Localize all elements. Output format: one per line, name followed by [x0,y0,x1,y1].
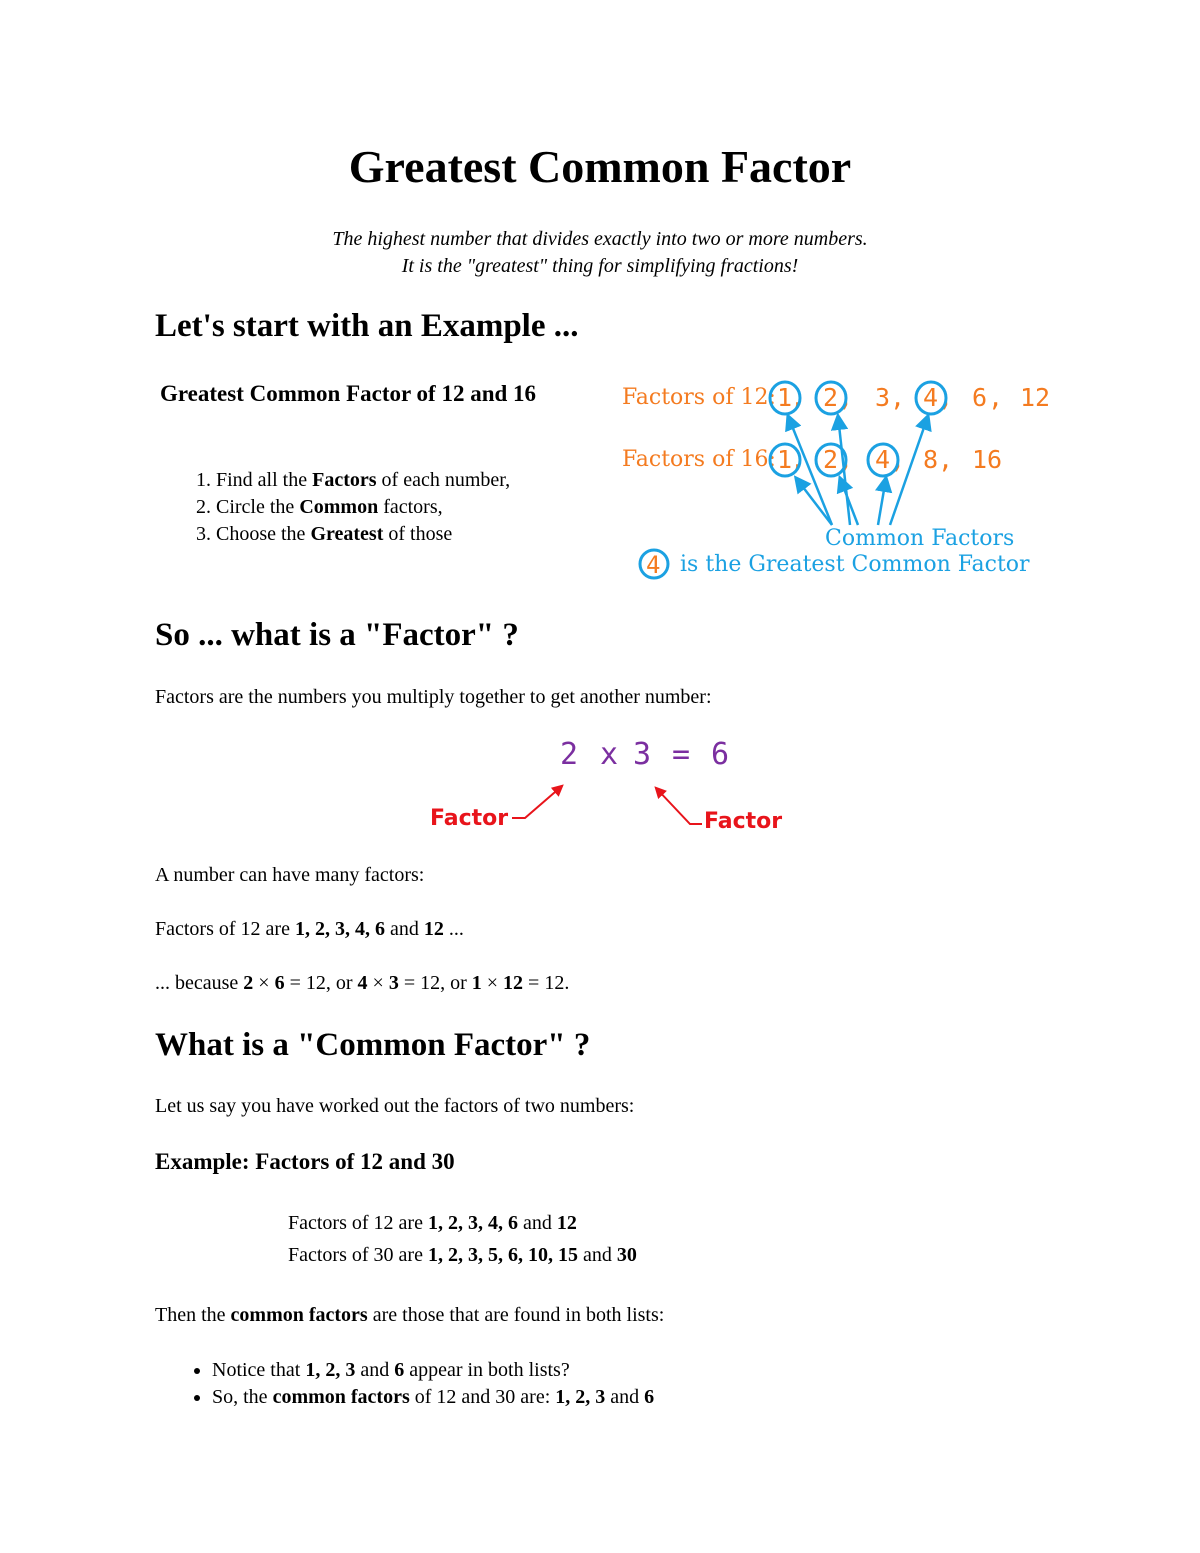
gcf-number: 4 [646,551,661,579]
steps-list [156,467,510,548]
separator-comma: , [790,445,806,474]
list-item: • Notice that 1, 2, 3 and 6 appear in both lists? [212,1357,654,1384]
common-factors-list [155,1357,654,1411]
step-item: 1. Find all the Factors of each number, [216,467,510,494]
left-factor-label: Factor [430,806,509,831]
row1-number: 1 [777,383,793,412]
separator-comma: , [938,445,954,474]
subtitle [0,226,1200,280]
section-heading-common-factor: What is a "Common Factor" ? [155,1027,591,1063]
factors-of-12-line: Factors of 12 are 1, 2, 3, 4, 6 and 12 [288,1212,577,1234]
equation-result: 6 [711,737,730,772]
factors-of-30-line: Factors of 30 are 1, 2, 3, 5, 6, 10, 15 and 30 [288,1244,637,1266]
separator-comma: , [838,445,854,474]
list-item: • So, the common factors of 12 and 30 are: 1, 2, 3 and 6 [212,1384,654,1411]
separator-comma: , [890,445,906,474]
equation-equals: = [672,737,691,772]
row1-number: 12 [1020,383,1051,412]
row1-number: 6 [972,383,988,412]
because-text: ... because 2 × 6 = 12, or 4 × 3 = 12, or 1 × 12 = 12. [155,972,570,994]
row1-label: Factors of 12: [622,385,776,410]
example-heading: Example: Factors of 12 and 30 [155,1149,455,1174]
row2-number: 2 [823,445,839,474]
right-factor-label: Factor [704,809,783,834]
arrow [796,478,832,525]
factor-intro: Factors are the numbers you multiply together to get another number: [155,686,712,708]
example-title: Greatest Common Factor of 12 and 16 [160,381,537,406]
separator-comma: , [938,383,954,412]
row1-number: 4 [923,383,939,412]
factor-equation-diagram [420,730,800,840]
separator-comma: , [790,383,806,412]
gcf-diagram [610,370,1070,585]
row1-number: 3 [875,383,891,412]
subtitle-line-2: It is the "greatest" thing for simplifying fractions! [401,255,799,277]
then-common-text: Then the common factors are those that are found in both lists: [155,1304,665,1326]
section-heading-factor: So ... what is a "Factor" ? [155,617,519,653]
separator-comma: , [890,383,906,412]
gcf-text: is the Greatest Common Factor [680,552,1030,577]
common-factor-intro: Let us say you have worked out the factors of two numbers: [155,1095,635,1117]
equation-factor-b: 3 [633,737,652,772]
left-arrow [512,786,562,818]
row2-number: 16 [972,445,1003,474]
section-heading-example: Let's start with an Example ... [155,308,579,344]
separator-comma: , [988,383,1004,412]
arrow [878,478,886,525]
step-item: 3. Choose the Greatest of those [216,521,510,548]
right-arrow [656,788,702,824]
page-title: Greatest Common Factor [348,141,852,192]
step-item: 2. Circle the Common factors, [216,494,510,521]
factors-of-12-text: Factors of 12 are 1, 2, 3, 4, 6 and 12 ... [155,918,464,940]
row2-number: 8 [923,445,939,474]
row2-number: 4 [875,445,891,474]
equation-operator: x [600,737,619,772]
factor-lists [288,1207,637,1271]
row1-number: 2 [823,383,839,412]
subtitle-line-1: The highest number that divides exactly into two or more numbers. [332,228,868,250]
equation-factor-a: 2 [560,737,579,772]
row2-number: 1 [777,445,793,474]
common-factors-label: Common Factors [825,526,1015,551]
many-factors-text: A number can have many factors: [155,864,425,886]
separator-comma: , [838,383,854,412]
row2-label: Factors of 16: [622,447,776,472]
